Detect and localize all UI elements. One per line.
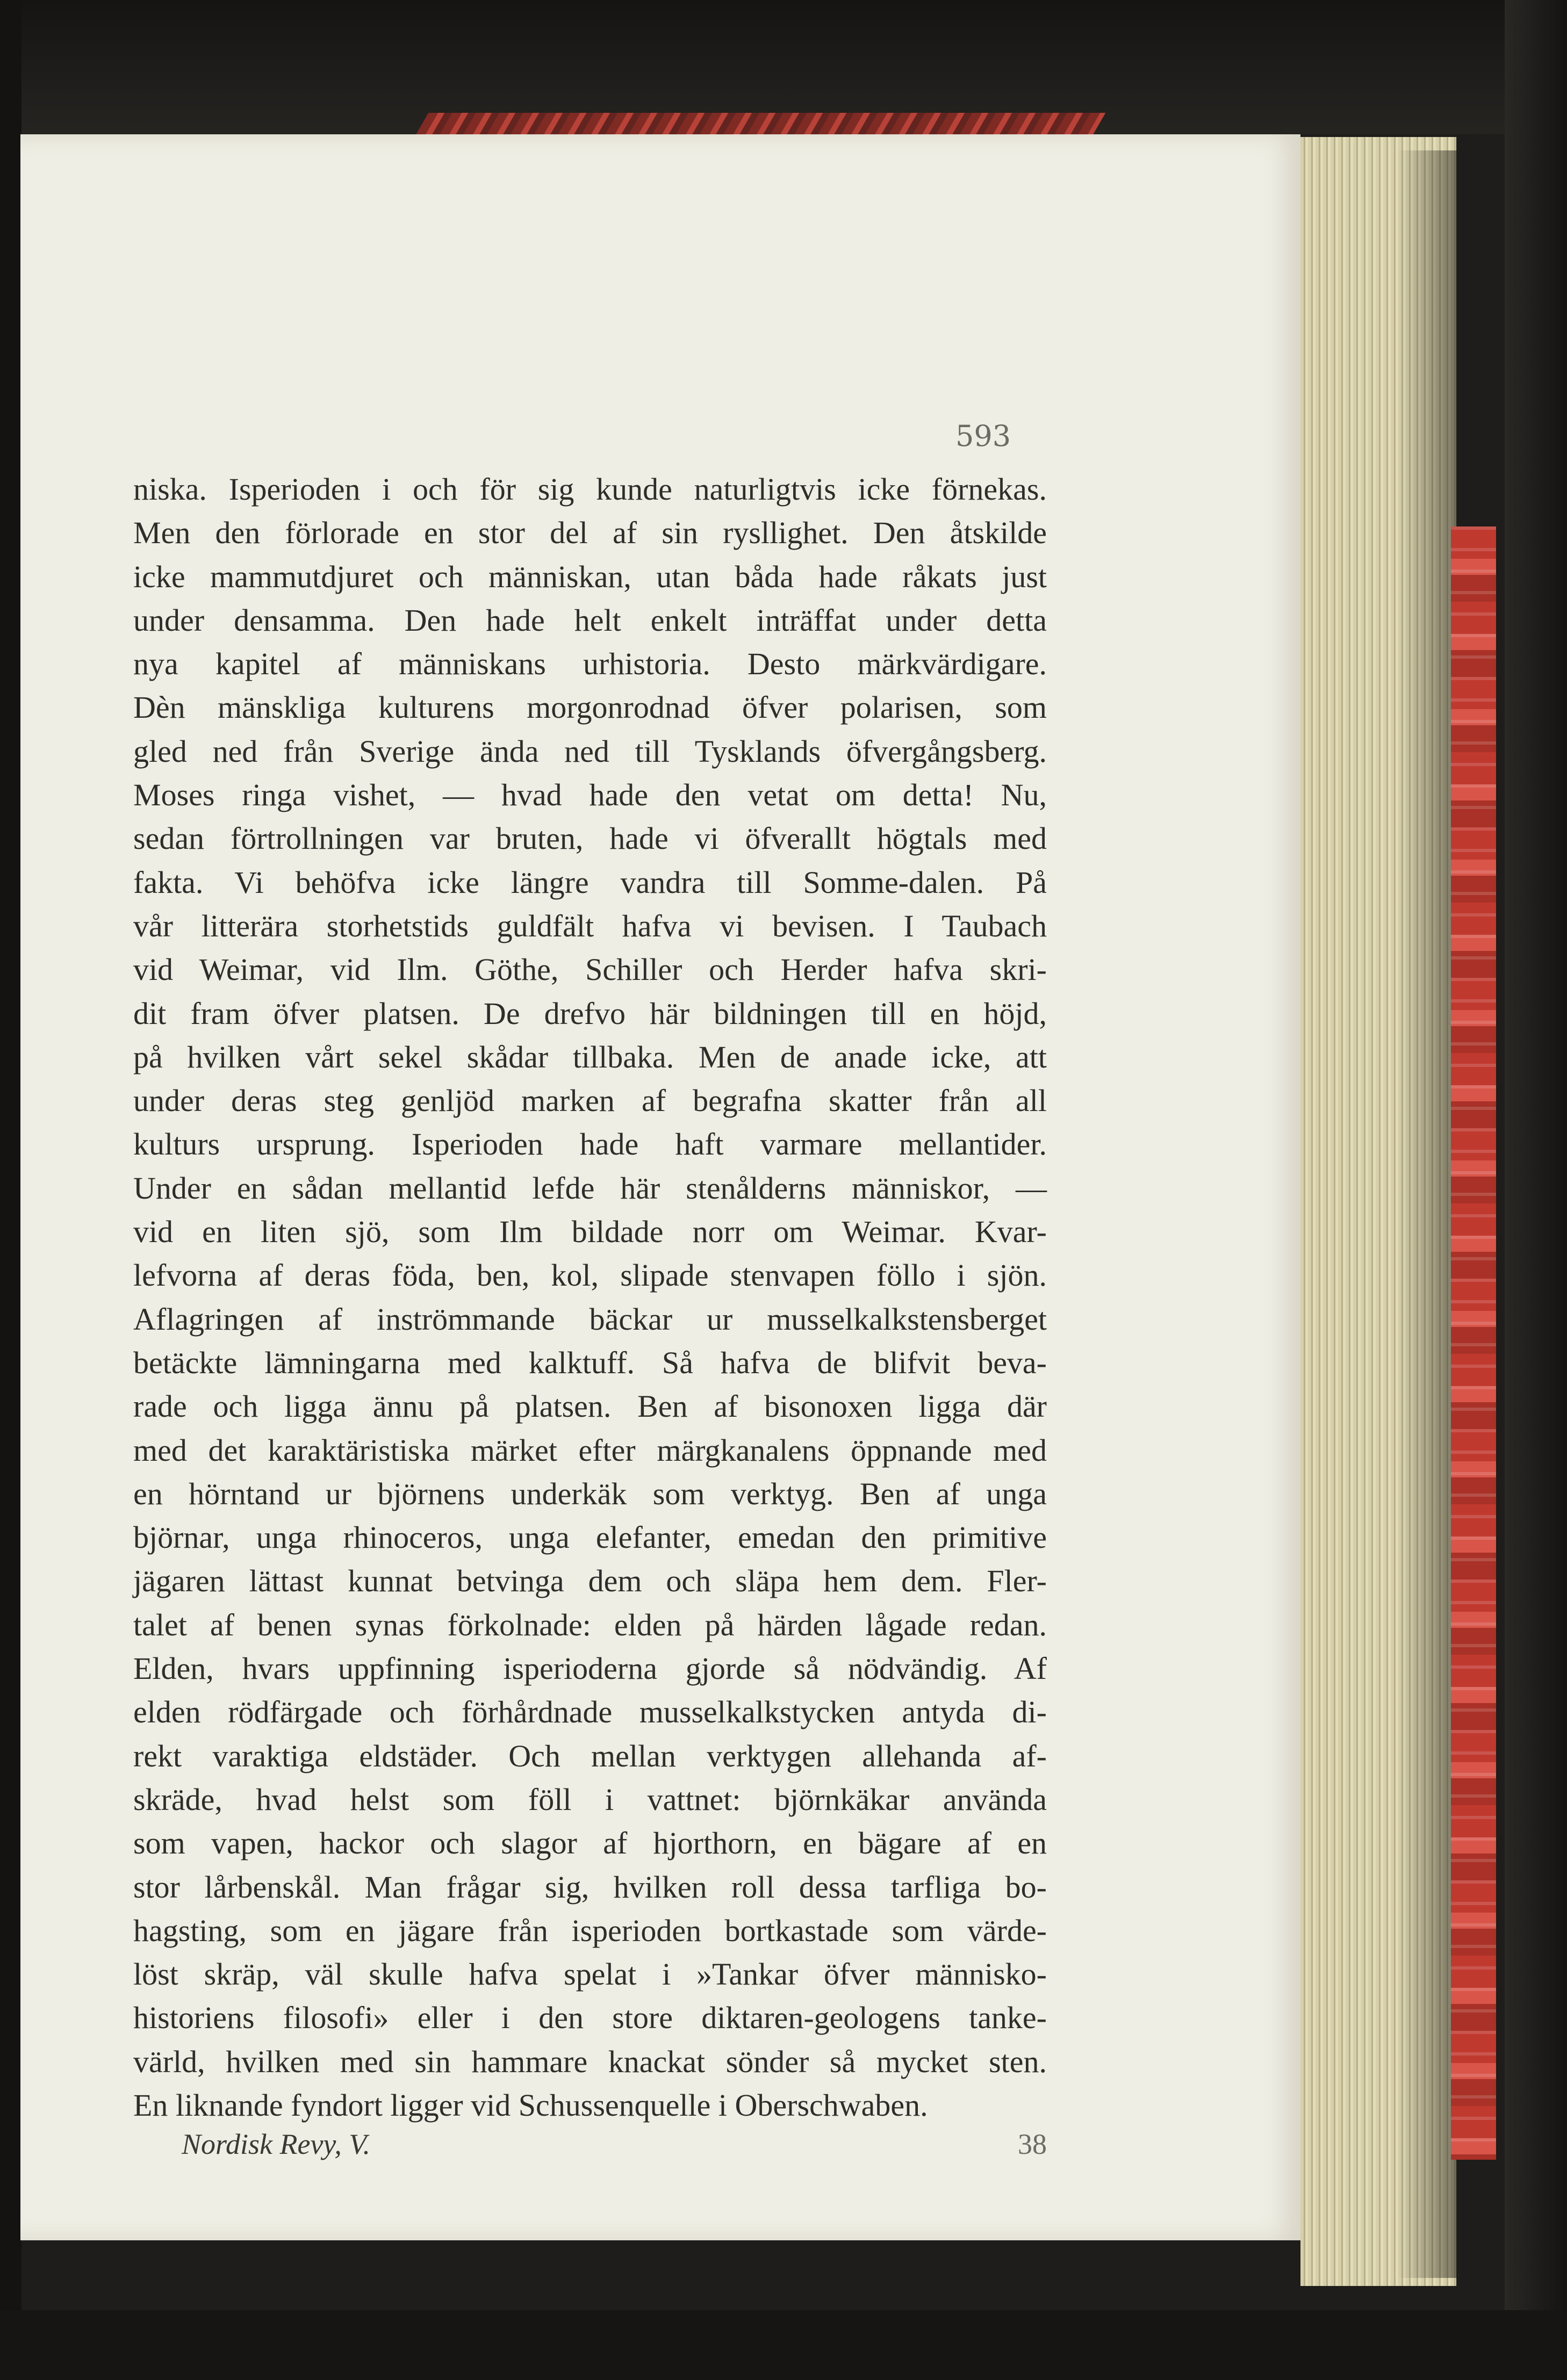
page-stack-shadow <box>1397 150 1456 2278</box>
text-line: på hvilken vårt sekel skådar tillbaka. Men de anade icke, att <box>133 1039 1047 1074</box>
text-line: Dèn mänskliga kulturens morgonrodnad öfver polarisen, som <box>133 690 1047 725</box>
text-line: en hörntand ur björnens underkäk som verktyg. Ben af unga <box>133 1476 1047 1511</box>
text-line: niska. Isperioden i och för sig kunde naturligtvis icke förnekas. <box>133 472 1047 507</box>
text-line: Elden, hvars uppfinning isperioderna gjorde så nödvändig. Af <box>133 1651 1047 1686</box>
scan-surround-right <box>1505 0 1567 2380</box>
text-line: vår litterära storhetstids guldfält hafva vi bevisen. I Taubach <box>133 908 1047 943</box>
sheet-number: 38 <box>1018 2128 1047 2160</box>
text-line: talet af benen synas förkolnade: elden på härden lågade redan. <box>133 1607 1047 1642</box>
text-line: under deras steg genljöd marken af begrafna skatter från all <box>133 1083 1047 1119</box>
text-line: skräde, hvad helst som föll i vattnet: björnkäkar använda <box>133 1782 1047 1817</box>
text-line: rade och ligga ännu på platsen. Ben af bisonoxen ligga där <box>133 1389 1047 1424</box>
text-line: Aflagringen af inströmmande bäckar ur musselkalkstensberget <box>133 1301 1047 1337</box>
scan-surround-bottom <box>0 2310 1567 2380</box>
text-line: jägaren lättast kunnat betvinga dem och släpa hem dem. Fler- <box>133 1563 1047 1599</box>
text-line: lefvorna af deras föda, ben, kol, slipade stenvapen föllo i sjön. <box>133 1258 1047 1293</box>
journal-title: Nordisk Revy, V. <box>182 2128 370 2160</box>
text-line: kulturs ursprung. Isperioden hade haft varmare mellantider. <box>133 1127 1047 1162</box>
text-line: björnar, unga rhinoceros, unga elefanter, emedan den primitive <box>133 1520 1047 1555</box>
text-line: dit fram öfver platsen. De drefvo här bildningen till en höjd, <box>133 996 1047 1031</box>
text-line: fakta. Vi behöfva icke längre vandra till Somme-dalen. På <box>133 864 1047 900</box>
text-line: icke mammutdjuret och människan, utan båda hade råkats just <box>133 559 1047 594</box>
page-footer <box>182 2127 1047 2170</box>
book-page <box>20 134 1300 2240</box>
text-line: löst skräp, väl skulle hafva spelat i »Tankar öfver människo- <box>133 1957 1047 1992</box>
text-line: gled ned från Sverige ända ned till Tysklands öfvergångsberg. <box>133 733 1047 769</box>
text-line: vid en liten sjö, som Ilm bildade norr om Weimar. Kvar- <box>133 1214 1047 1250</box>
text-line: med det karaktäristiska märket efter märgkanalens öppnande med <box>133 1432 1047 1468</box>
text-line: En liknande fyndort ligger vid Schussenquelle i Oberschwaben. <box>133 2087 928 2123</box>
text-line: Men den förlorade en stor del af sin rysllighet. Den åtskilde <box>133 515 1047 551</box>
text-line: rekt varaktiga eldstäder. Och mellan verktygen allehanda af- <box>133 1738 1047 1773</box>
text-line: vid Weimar, vid Ilm. Göthe, Schiller och Herder hafva skri- <box>133 952 1047 987</box>
text-line: elden rödfärgade och förhårdnade musselkalkstycken antyda di- <box>133 1694 1047 1730</box>
book-red-edge-side <box>1451 527 1496 2160</box>
text-line: stor lårbenskål. Man frågar sig, hvilken roll dessa tarfliga bo- <box>133 1869 1047 1905</box>
body-text <box>133 467 1047 2127</box>
text-line: under densamma. Den hade helt enkelt inträffat under detta <box>133 602 1047 638</box>
text-line: historiens filosofi» eller i den store diktaren-geologens tanke- <box>133 2000 1047 2036</box>
text-line: värld, hvilken med sin hammare knackat sönder så mycket sten. <box>133 2044 1047 2079</box>
text-line: nya kapitel af människans urhistoria. Desto märkvärdigare. <box>133 646 1047 682</box>
text-line: sedan förtrollningen var bruten, hade vi öfverallt högtals med <box>133 821 1047 856</box>
text-line: som vapen, hackor och slagor af hjorthorn, en bägare af en <box>133 1826 1047 1861</box>
text-line: Moses ringa vishet, — hvad hade den vetat om detta! Nu, <box>133 777 1047 813</box>
text-line: Under en sådan mellantid lefde här stenålderns människor, — <box>133 1170 1047 1206</box>
text-line: hagsting, som en jägare från isperioden bortkastade som värde- <box>133 1913 1047 1948</box>
page-number: 593 <box>955 419 1011 453</box>
scan-surround-left <box>0 0 21 2380</box>
text-line: betäckte lämningarna med kalktuff. Så hafva de blifvit beva- <box>133 1345 1047 1380</box>
